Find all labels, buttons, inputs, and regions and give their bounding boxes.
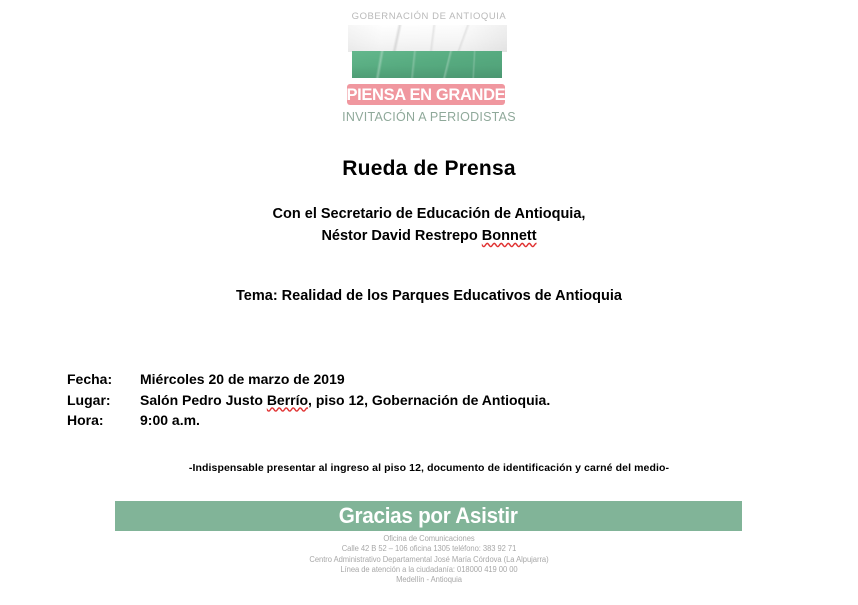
footer-line-hotline: Línea de atención a la ciudadanía: 018000 419 00 00 [340,564,518,574]
detail-label-fecha: Fecha: [67,371,113,387]
detail-value-lugar-prefix: Salón Pedro Justo [140,391,267,408]
thanks-banner [115,501,742,531]
detail-row-fecha [67,369,550,390]
document-header [0,0,858,23]
detail-row-lugar [67,390,550,411]
organization-name: GOBERNACIÓN DE ANTIOQUIA [351,11,507,22]
detail-value-lugar [140,390,550,411]
page-title: Rueda de Prensa [342,157,516,180]
footer-line-address: Calle 42 B 52 – 106 oficina 1305 teléfono: 383 92 71 [341,544,517,554]
thanks-banner-text: Gracias por Asistir [339,503,518,528]
slogan-text: PIENSA EN GRANDE [346,85,506,104]
detail-label-lugar: Lugar: [67,391,111,408]
spellcheck-error-bonnett: Bonnett [481,228,537,244]
detail-value-hora: 9:00 a.m. [140,412,200,428]
footer-line-office: Oficina de Comunicaciones [383,534,475,543]
topic-line: Tema: Realidad de los Parques Educativos de Antioquia [236,288,622,304]
detail-value-fecha: Miércoles 20 de marzo de 2019 [140,371,345,387]
slogan-band [347,84,505,105]
invitation-label: INVITACIÓN A PERIODISTAS [342,110,516,124]
flag-green-band [352,51,502,78]
subtitle-speaker-name: Néstor David Restrepo [321,228,482,244]
subtitle-line-2 [0,225,858,247]
flag-white-band [348,25,507,52]
footer-line-building: Centro Administrativo Departamental José María Córdova (La Alpujarra) [309,554,549,564]
subtitle-line-1: Con el Secretario de Educación de Antioquia, [272,206,586,222]
detail-label-hora: Hora: [67,412,104,428]
subtitle-block [0,203,858,247]
footer-contact-info [0,534,858,585]
footer-line-city: Medellín - Antioquia [396,575,462,585]
detail-row-hora [67,410,550,431]
antioquia-flag-logo-icon [347,25,507,79]
entry-requirements-note: -Indispensable presentar al ingreso al piso 12, documento de identificación y carné del medio- [188,462,670,474]
event-details [67,369,550,431]
detail-value-lugar-suffix: , piso 12, Gobernación de Antioquia. [308,391,551,408]
spellcheck-error-berrio: Berrío [266,391,309,408]
